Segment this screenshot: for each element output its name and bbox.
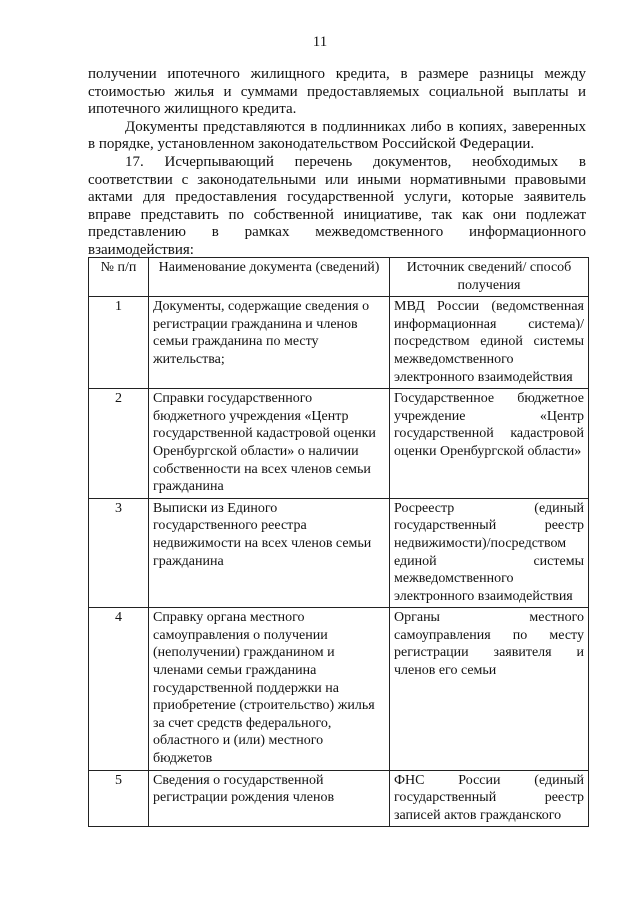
table-row <box>89 608 589 770</box>
row-number: 1 <box>89 297 149 389</box>
header-document-name: Наименование документа (сведений) <box>149 258 390 297</box>
table-row <box>89 297 589 389</box>
row-document: Сведения о государственной регистрации рождения членов <box>149 770 390 827</box>
table-row <box>89 498 589 608</box>
paragraph-continuation: получении ипотечного жилищного кредита, в размере разницы между стоимостью жилья и суммами предоставляемых социальной выплаты и ипотечного жилищного кредита. <box>88 66 586 118</box>
row-source: Органы местного самоуправления по месту регистрации заявителя и членов его семьи <box>390 608 589 770</box>
row-number: 3 <box>89 498 149 608</box>
row-document: Документы, содержащие сведения о регистрации гражданина и членов семьи гражданина по месту жительства; <box>149 297 390 389</box>
row-document: Выписки из Единого государственного реестра недвижимости на всех членов семьи гражданина <box>149 498 390 608</box>
row-source: МВД России (ведомственная информационная система)/посредством единой системы межведомственного электронного взаимодействия <box>390 297 589 389</box>
header-number: № п/п <box>89 258 149 297</box>
documents-table <box>88 257 589 827</box>
table-header-row <box>89 258 589 297</box>
row-document: Справку органа местного самоуправления о получении (неполучении) гражданином и членами семьи гражданина государственной поддержки на приобретение (строительство) жилья за счет средств федерального, областного и (или) местного бюджетов <box>149 608 390 770</box>
header-source: Источник сведений/ способ получения <box>390 258 589 297</box>
row-source: ФНС России (единый государственный реестр записей актов гражданского <box>390 770 589 827</box>
body-text <box>88 66 586 260</box>
table-row <box>89 770 589 827</box>
row-number: 2 <box>89 389 149 499</box>
row-number: 5 <box>89 770 149 827</box>
table-row <box>89 389 589 499</box>
paragraph-documents-form: Документы представляются в подлинниках либо в копиях, заверенных в порядке, установленном законодательством Российской Федерации. <box>88 118 586 153</box>
row-source: Государственное бюджетное учреждение «Центр государственной кадастровой оценки Оренбургской области» <box>390 389 589 499</box>
paragraph-item-17: 17. Исчерпывающий перечень документов, необходимых в соответствии с законодательными или иными нормативными правовыми актами для предоставления государственной услуги, которые заявитель вправе представить по собственной инициативе, так как они подлежат представлению в рамках межведомственного информационного взаимодействия: <box>88 153 586 258</box>
row-document: Справки государственного бюджетного учреждения «Центр государственной кадастровой оценки Оренбургской области» о наличии собственности на всех членов семьи гражданина <box>149 389 390 499</box>
page-number: 11 <box>312 34 328 50</box>
row-source: Росреестр (единый государственный реестр недвижимости)/посредством единой системы межведомственного электронного взаимодействия <box>390 498 589 608</box>
row-number: 4 <box>89 608 149 770</box>
